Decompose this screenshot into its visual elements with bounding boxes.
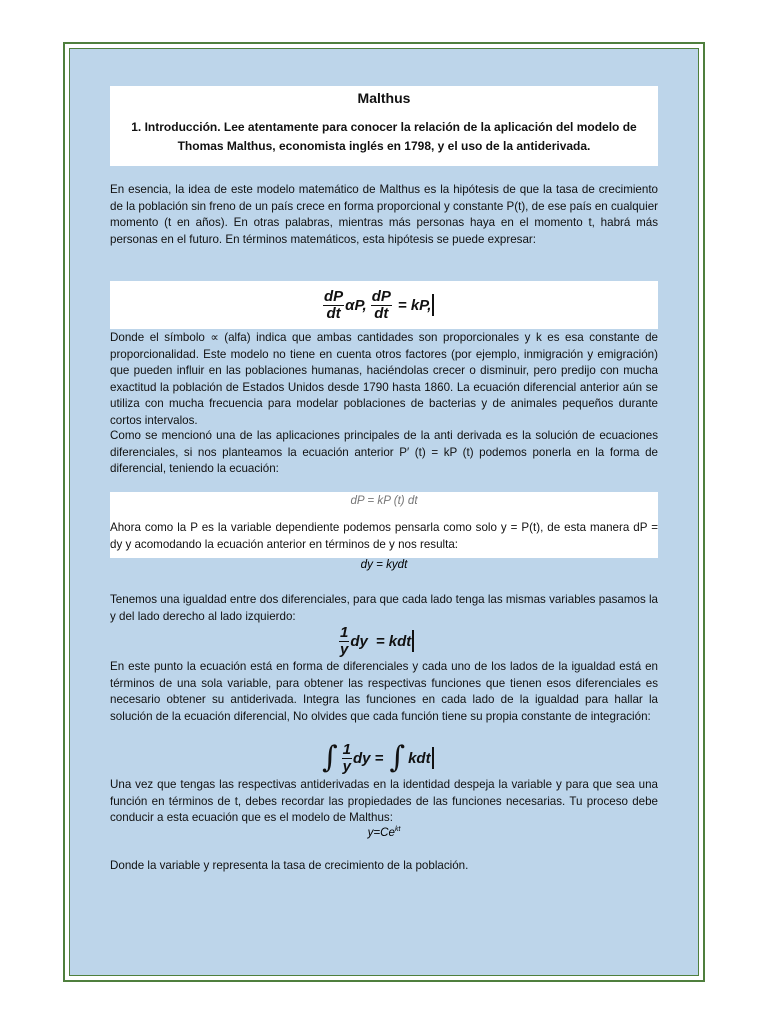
text-cursor (432, 294, 434, 316)
paragraph-3: Como se mencionó una de las aplicaciones principales de la anti derivada es la solución de ecuaciones diferenciales, si nos planteamos la ecuación anterior P′ (t) = kP (t) podemos ponerla en la forma de diferencial, teniendo la ecuación: (110, 429, 658, 476)
text-cursor (432, 747, 434, 769)
fraction-dp-dt-1: $\frac{dP}{dt}$ (324, 287, 344, 322)
paragraph-7: Una vez que tengas las respectivas antiderivadas en la identidad despeja la variable y para que sea una función en términos de t, debes recordar las propiedades de las funciones necesarias. Tu proceso debe conducir a esta ecuación que es el modelo de Malthus: (110, 778, 658, 825)
equation-separated: $\frac{1}{y}$ dy = kdt (338, 622, 414, 660)
equation-differential: dP = kP (t) dt (350, 494, 418, 507)
equation-box-1 (110, 281, 658, 329)
text-cursor (412, 630, 414, 652)
fraction-one-over-y: $\frac{1}{y}$ (340, 623, 349, 658)
equation-proportional (322, 281, 434, 329)
alpha-p: αP, (345, 296, 367, 314)
equation-rhs: = kP, (397, 296, 432, 314)
equation-integral: ∫ $\frac{1}{y}$ dy = ∫ kdt (322, 738, 434, 778)
fraction-dp-dt-2: $\frac{dP}{dt}$ (371, 287, 391, 322)
paragraph-6: En este punto la ecuación está en forma de diferenciales y cada uno de los lados de la igualdad está en términos de una sola variable, para obtener las respectivas funciones que tienen esos diferenciales es necesario obtener su antiderivada. Integra las funciones en cada lado de la igualdad para hallar la solución de la ecuación diferencial, No olvides que cada función tiene su propia constante de integración: (110, 660, 658, 723)
paragraph-8: Donde la variable y representa la tasa de crecimiento de la población. (110, 859, 469, 872)
document-title: Malthus (357, 90, 411, 106)
title-box (110, 86, 658, 166)
equation-dy: dy = kydt (360, 558, 408, 571)
paragraph-4: Ahora como la P es la variable dependiente podemos pensarla como solo y = P(t), de esta manera dP = dy y acomodando la ecuación anterior en términos de y nos resulta: (110, 521, 658, 551)
intro-heading: 1. Introducción. Lee atentamente para conocer la relación de la aplicación del modelo de Thomas Malthus, economista inglés en 1798, y el uso de la antiderivada. (131, 120, 637, 153)
fraction-one-over-y: $\frac{1}{y}$ (342, 740, 351, 775)
paragraph-2: Donde el símbolo ∝ (alfa) indica que ambas cantidades son proporcionales y k es esa constante de proporcionalidad. Este modelo no tiene en cuenta otros factores (por ejemplo, inmigración y emigración) que pueden influir en las poblaciones humanas, haciéndolas crecer o disminuir, pero predijo con mucha exactitud la población de Estados Unidos desde 1790 hasta 1860. La ecuación diferencial anterior aún se utiliza con mucha frecuencia para modelar poblaciones de bacterias y de animales pequeños durante cortos intervalos. (110, 331, 658, 427)
equation-malthus-model: $y=Ce^{kt}$ (367, 826, 401, 839)
paragraph-1: En esencia, la idea de este modelo matemático de Malthus es la hipótesis de que la tasa de crecimiento de la población sin freno de un país crece en forma proporcional y constante P(t), de ese país en cualquier momento (t en años). En otras palabras, mientras más personas haya en el momento t, habrá más personas en el futuro. En términos matemáticos, esta hipótesis se puede expresar: (110, 183, 658, 246)
integral-sign: ∫ (389, 740, 406, 775)
integral-sign: ∫ (322, 740, 338, 775)
paragraph-5: Tenemos una igualdad entre dos diferenciales, para que cada lado tenga las mismas variables pasamos la y del lado derecho al lado izquierdo: (110, 593, 658, 623)
equation-box-2 (110, 492, 658, 558)
